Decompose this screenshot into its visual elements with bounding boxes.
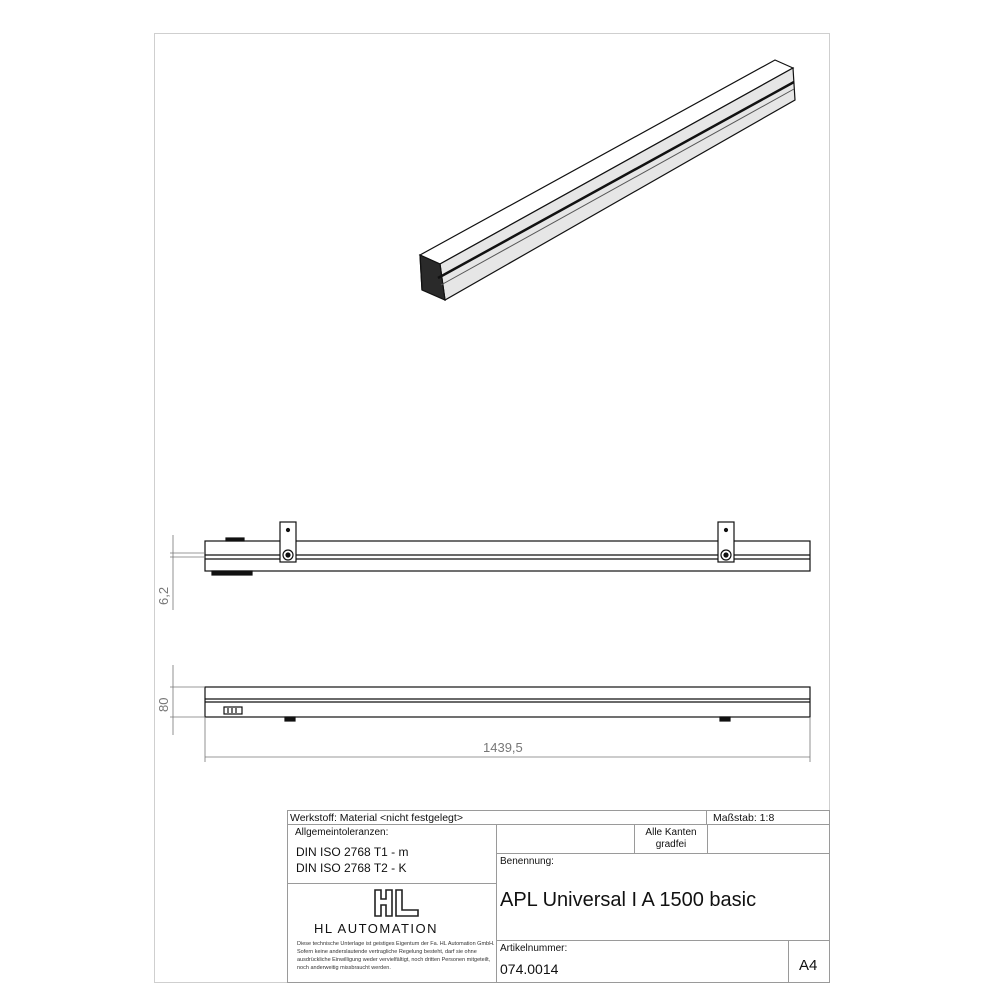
scale-text: Maßstab: 1:8 <box>713 812 775 824</box>
tolerance-2: DIN ISO 2768 T2 - K <box>296 861 407 875</box>
disclaimer-text <box>297 940 497 972</box>
iso-side-face <box>440 68 795 300</box>
paper-format: A4 <box>799 957 818 974</box>
disclaimer-line-1: Diese technische Unterlage ist geistiges Eigentum der Fa. HL Automation GmbH. <box>297 941 495 947</box>
connector <box>224 707 242 714</box>
tolerance-cell <box>287 824 497 884</box>
blank-cell-right <box>707 824 830 854</box>
blank-cell <box>496 824 635 854</box>
designation-cell <box>496 853 830 941</box>
dimension-height-text: 80 <box>156 697 171 712</box>
title-block <box>287 810 830 983</box>
material-cell <box>287 810 707 825</box>
article-cell <box>496 940 789 983</box>
tolerance-label: Allgemeintoleranzen: <box>295 827 389 838</box>
company-name: HL AUTOMATION <box>314 921 438 936</box>
disclaimer-line-2: Sofern keine anderslautende vertragliche Regelung besteht, darf sie ohne ausdrückliche Einwilligung weder vervielfältigt, noch dritten Personen mitgeteilt, noch anderweitig missbraucht werden. <box>297 949 491 971</box>
isometric-view <box>420 60 795 300</box>
front-view <box>205 522 810 575</box>
article-number: 074.0014 <box>500 961 559 977</box>
dimension-offset-text: 6,2 <box>156 586 171 605</box>
edges-line-2: gradfei <box>655 839 687 850</box>
designation-label: Benennung: <box>500 856 554 867</box>
scale-cell <box>706 810 830 825</box>
format-cell <box>788 940 830 983</box>
hl-logo-icon <box>372 887 422 919</box>
dimension-offset <box>170 535 205 610</box>
dimension-length-text: 1439,5 <box>483 740 523 755</box>
iso-top-face <box>420 60 793 264</box>
tolerance-1: DIN ISO 2768 T1 - m <box>296 845 409 859</box>
side-view <box>205 687 810 721</box>
dimension-height <box>170 665 205 735</box>
company-cell <box>287 883 497 983</box>
material-text: Werkstoff: Material <nicht festgelegt> <box>290 812 463 824</box>
edges-cell <box>634 824 708 854</box>
designation-text: APL Universal I A 1500 basic <box>500 889 757 911</box>
article-label: Artikelnummer: <box>500 943 568 954</box>
edges-line-1: Alle Kanten <box>645 827 697 838</box>
